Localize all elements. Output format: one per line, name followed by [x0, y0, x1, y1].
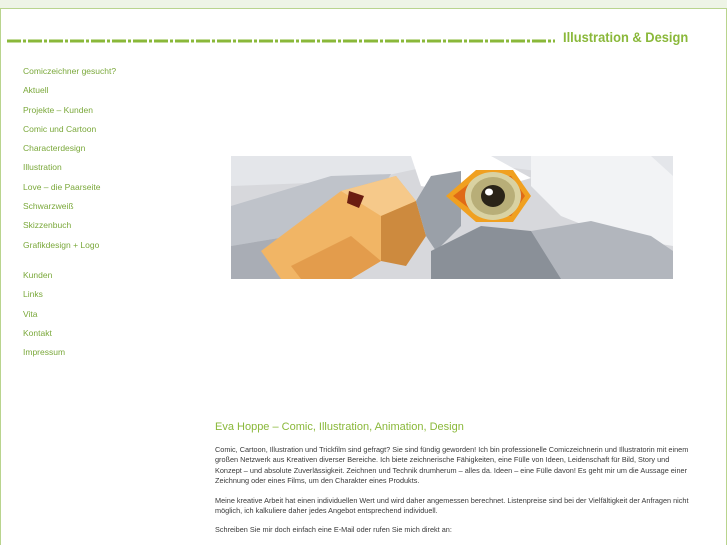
- nav-item-skizzenbuch[interactable]: Skizzenbuch: [23, 220, 72, 231]
- nav-item-characterdesign[interactable]: Characterdesign: [23, 143, 86, 154]
- eagle-illustration: [231, 156, 673, 279]
- nav-item-aktuell[interactable]: Aktuell: [23, 85, 49, 96]
- nav-item-comiczeichner[interactable]: Comiczeichner gesucht?: [23, 66, 117, 76]
- nav-item-kunden[interactable]: Kunden: [23, 269, 53, 280]
- main-navigation: [23, 66, 116, 366]
- intro-paragraph: Comic, Cartoon, Illustration und Trickfilm sind gefragt? Sie sind fündig geworden! Ich bin professionelle Comiczeichnerin und Illustratorin mit einem großen Netzwerk aus Kreativen diverser Bereiche. Ich biete zeichnerische Fähigkeiten, eine Fülle von Ideen, Leidenschaft für Bild, Story und Konzept – und absolute Zuverlässigkeit. Zeichnen und Technik drumherum – alles da. Ideen – eine Fülle davon! Es geht mir um die Aussage einer Zeichnung oder eines Films, um den Charakter eines Produkts.: [215, 445, 689, 486]
- nav-item-love[interactable]: Love – die Paarseite: [23, 181, 101, 192]
- main-content: [215, 421, 695, 545]
- hero-banner: [231, 156, 673, 279]
- nav-item-impressum[interactable]: Impressum: [23, 347, 66, 358]
- top-frame-bar: [0, 0, 727, 9]
- nav-item-vita[interactable]: Vita: [23, 308, 38, 319]
- nav-item-illustration[interactable]: Illustration: [23, 162, 62, 173]
- nav-item-links[interactable]: Links: [23, 289, 43, 300]
- nav-item-schwarzweiss[interactable]: Schwarzweiß: [23, 201, 74, 212]
- header-dash-line: [7, 38, 555, 44]
- site-brand[interactable]: Illustration & Design: [563, 29, 689, 45]
- nav-item-comic-cartoon[interactable]: Comic und Cartoon: [23, 123, 97, 134]
- pricing-paragraph: Meine kreative Arbeit hat einen individuellen Wert und wird daher angemessen berechnet. Listenpreise sind bei der Vielfältigkeit der Anfragen nicht möglich, ich kalkuliere daher jedes Angebot entsprechend individuell.: [215, 495, 689, 516]
- nav-item-kontakt[interactable]: Kontakt: [23, 327, 52, 338]
- nav-item-projekte[interactable]: Projekte – Kunden: [23, 104, 93, 115]
- page-title: Eva Hoppe – Comic, Illustration, Animation, Design: [215, 421, 464, 433]
- contact-paragraph: Schreiben Sie mir doch einfach eine E-Mail oder rufen Sie mich direkt an:: [215, 525, 452, 535]
- nav-item-grafikdesign[interactable]: Grafikdesign + Logo: [23, 239, 100, 250]
- left-frame-line: [0, 8, 1, 545]
